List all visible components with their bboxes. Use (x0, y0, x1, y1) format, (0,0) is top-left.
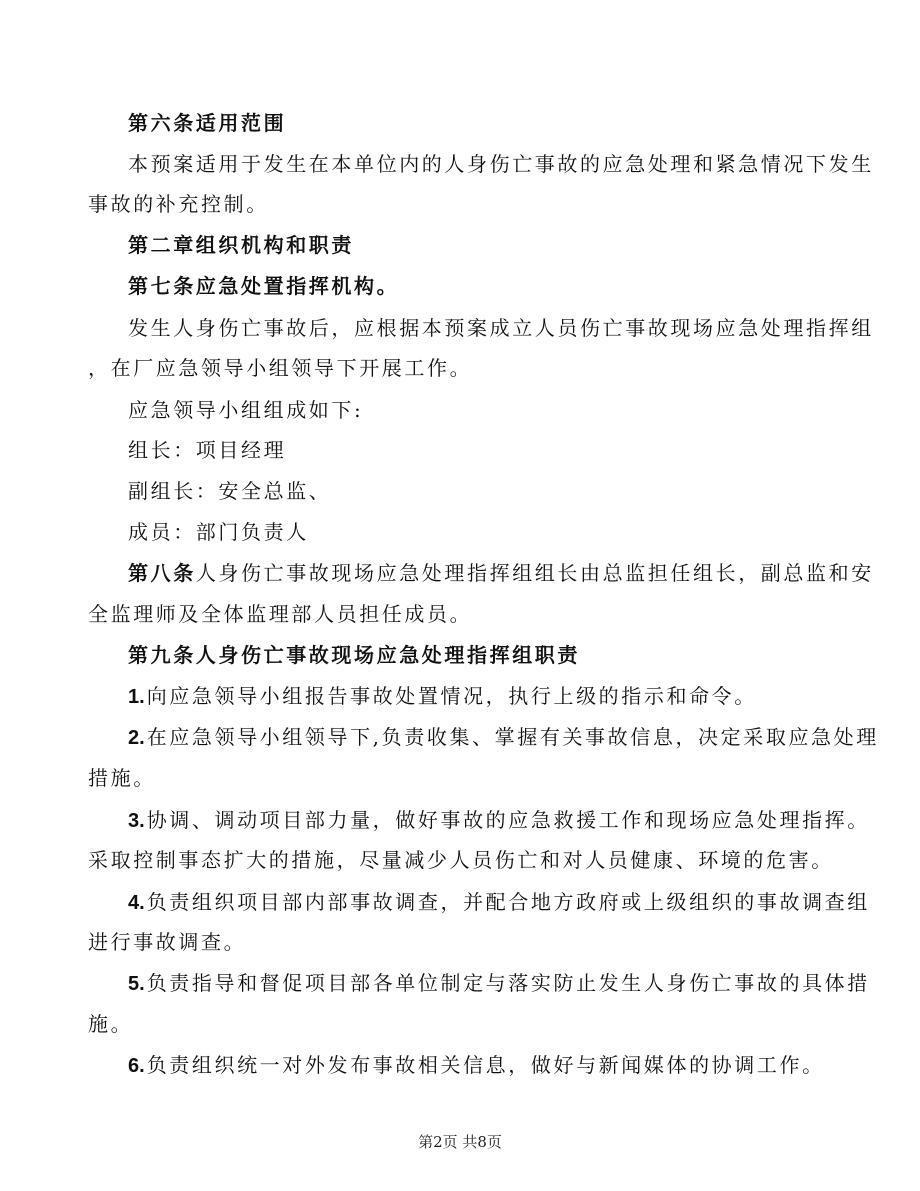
duty-item-3-line1: 协调、调动项目部力量，做好事故的应急救援工作和现场应急处理指挥。 (146, 808, 870, 832)
article7-body-line1: 发生人身伤亡事故后，应根据本预案成立人员伤亡事故现场应急处理指挥组 (128, 316, 874, 340)
duty-item-3 (128, 806, 870, 835)
group-deputy: 副组长：安全总监、 (128, 479, 332, 503)
article8-body-line2: 全监理师及全体监理部人员担任成员。 (88, 602, 473, 626)
article9-heading: 第九条人身伤亡事故现场应急处理指挥组职责 (128, 643, 580, 667)
list-number: 5. (128, 973, 145, 995)
list-number: 1. (128, 686, 145, 708)
duty-item-5 (128, 969, 870, 998)
duty-item-6 (128, 1051, 825, 1080)
article6-body-line2: 事故的补充控制。 (88, 192, 269, 216)
article7-body-line2: ，在厂应急领导小组领导下开展工作。 (88, 356, 473, 380)
duty-item-1-line1: 向应急领导小组报告事故处置情况，执行上级的指示和命令。 (146, 684, 757, 708)
duty-item-5-line2: 施。 (88, 1012, 134, 1036)
list-number: 2. (128, 727, 145, 749)
duty-item-2-line1: 在应急领导小组领导下,负责收集、掌握有关事故信息，决定采取应急处理 (146, 725, 879, 749)
article6-heading: 第六条适用范围 (128, 111, 287, 135)
duty-item-5-line1: 负责指导和督促项目部各单位制定与落实防止发生人身伤亡事故的具体措 (146, 971, 870, 995)
group-intro: 应急领导小组组成如下: (128, 398, 364, 422)
duty-item-6-line1: 负责组织统一对外发布事故相关信息，做好与新闻媒体的协调工作。 (146, 1053, 825, 1077)
list-number: 4. (128, 892, 145, 914)
group-leader: 组长：项目经理 (128, 438, 287, 462)
duty-item-2 (128, 723, 879, 752)
article7-heading: 第七条应急处置指挥机构。 (128, 274, 400, 298)
chapter2-heading: 第二章组织机构和职责 (128, 233, 354, 257)
duty-item-4 (128, 888, 870, 917)
duty-item-4-line2: 进行事故调查。 (88, 930, 247, 954)
page-number-footer: 第2页 共8页 (418, 1133, 502, 1151)
duty-item-3-line2: 采取控制事态扩大的措施，尽量减少人员伤亡和对人员健康、环境的危害。 (88, 848, 834, 872)
list-number: 3. (128, 810, 145, 832)
list-number: 6. (128, 1055, 145, 1077)
article8-body-line1: 人身伤亡事故现场应急处理指挥组组长由总监担任组长，副总监和安 (195, 561, 874, 585)
article6-body-line1: 本预案适用于发生在本单位内的人身伤亡事故的应急处理和紧急情况下发生 (128, 152, 874, 176)
group-members: 成员：部门负责人 (128, 520, 309, 544)
article8-label: 第八条 (128, 561, 196, 585)
duty-item-2-line2: 措施。 (88, 766, 156, 790)
duty-item-4-line1: 负责组织项目部内部事故调查，并配合地方政府或上级组织的事故调查组 (146, 890, 870, 914)
duty-item-1 (128, 682, 757, 711)
article8-line1 (128, 559, 874, 587)
